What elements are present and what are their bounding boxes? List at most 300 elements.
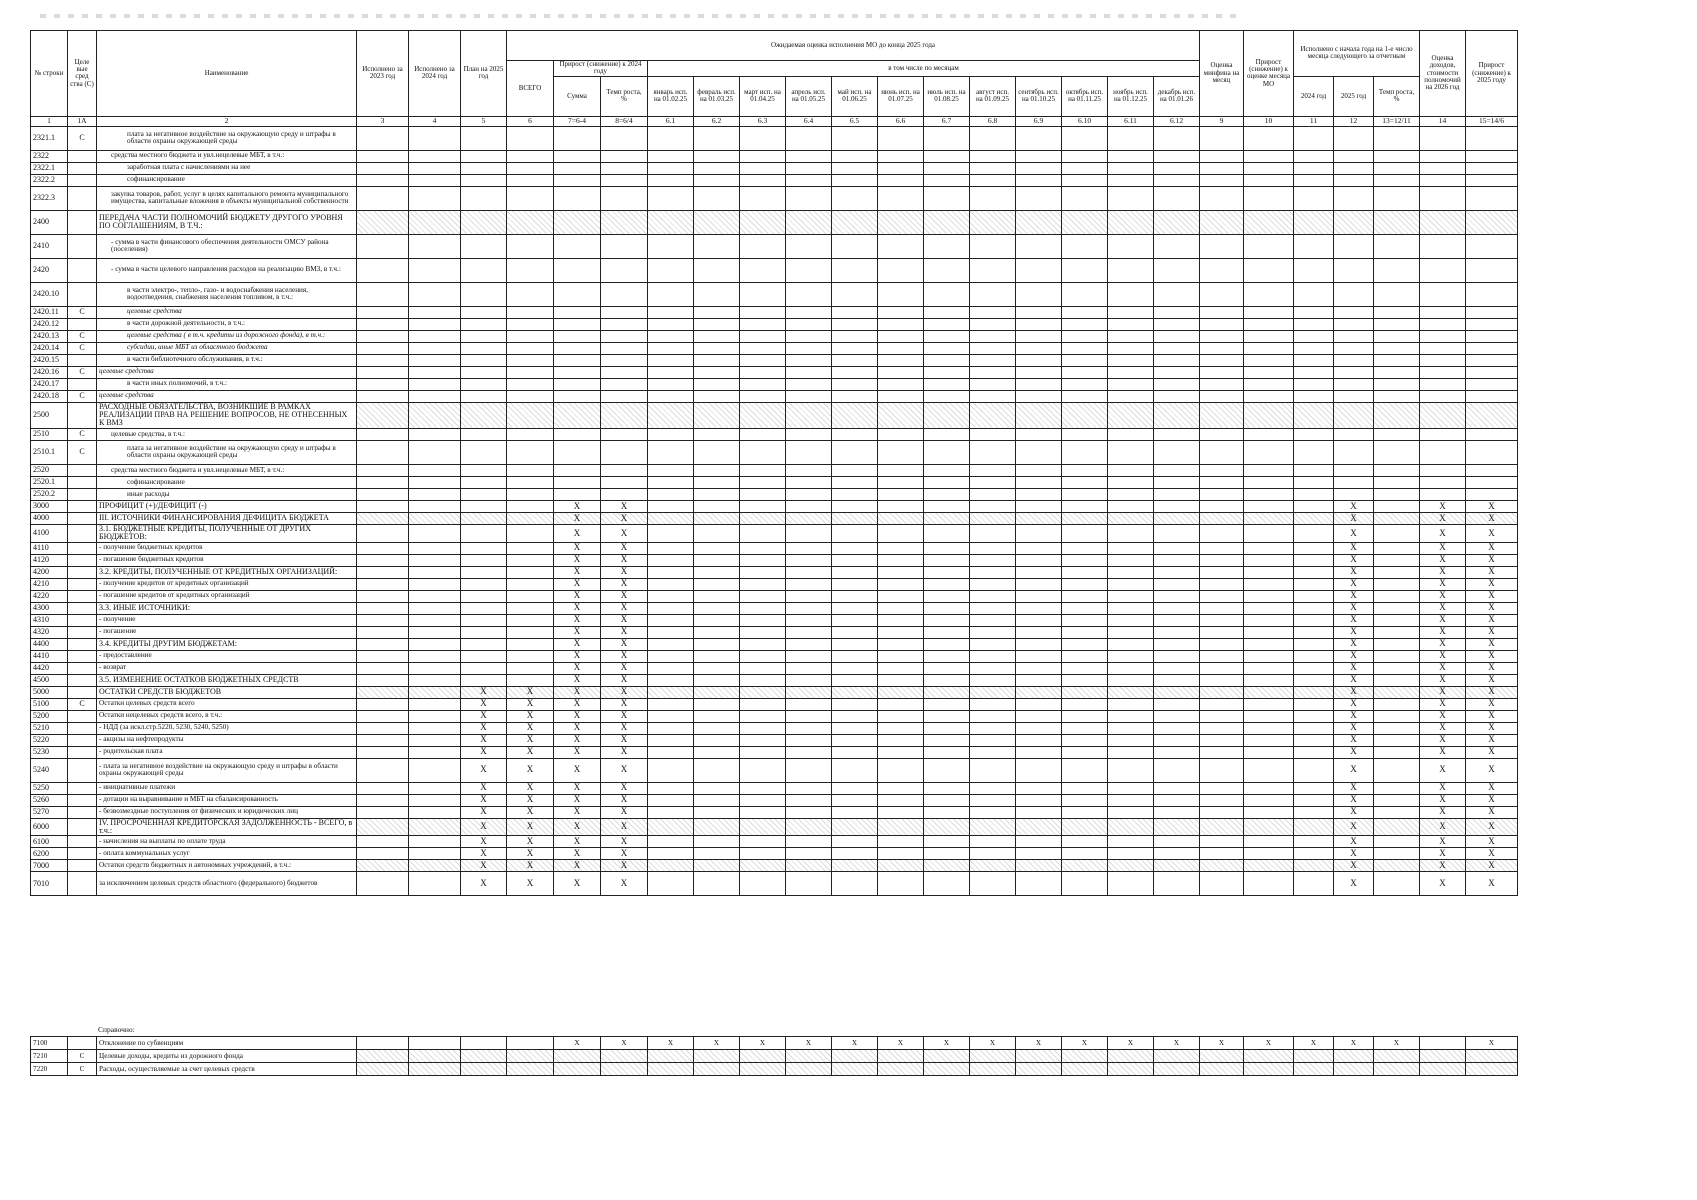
value-cell [461,674,507,686]
value-cell [507,614,554,626]
row-name: ПРОФИЦИТ (+)/ДЕФИЦИТ (-) [97,500,357,512]
value-cell [1294,734,1334,746]
value-cell [694,650,740,662]
value-cell: X [554,602,601,614]
hdr-month-9: сентябрь исп. на 01.10.25 [1016,76,1062,116]
value-cell [1244,794,1294,806]
value-cell [409,638,461,650]
value-cell [786,794,832,806]
column-numbering-row [31,116,1518,126]
hdr-growth-mo: Прирост (снижение) к оценке месяца МО [1244,31,1294,117]
value-cell [1016,186,1062,210]
target-flag [68,722,97,734]
value-cell [507,318,554,330]
hdr-row-no: № строки [31,31,68,117]
target-flag: С [68,366,97,378]
value-cell [970,650,1016,662]
value-cell [648,378,694,390]
value-cell [924,1063,970,1076]
value-cell [507,390,554,402]
value-cell [924,674,970,686]
value-cell [878,524,924,542]
value-cell: X [554,662,601,674]
value-cell [832,488,878,500]
target-flag: С [68,306,97,318]
value-cell [970,782,1016,794]
value-cell [1294,378,1334,390]
value-cell [924,698,970,710]
value-cell: X [1420,860,1466,872]
value-cell [970,1063,1016,1076]
value-cell [648,758,694,782]
value-cell [1420,354,1466,366]
value-cell [740,836,786,848]
value-cell [507,512,554,524]
value-cell [970,674,1016,686]
value-cell [924,186,970,210]
value-cell [648,162,694,174]
row-code: 4320 [31,626,68,638]
value-cell [1154,860,1200,872]
value-cell [1244,366,1294,378]
value-cell: X [507,794,554,806]
value-cell: X [554,1037,601,1050]
value-cell [1244,818,1294,836]
value-cell [832,746,878,758]
value-cell [1062,150,1108,162]
row-code: 2321.1 [31,126,68,150]
value-cell: X [1466,566,1518,578]
value-cell [601,150,648,162]
value-cell [1016,126,1062,150]
value-cell: X [1466,686,1518,698]
value-cell [1062,354,1108,366]
value-cell: X [554,614,601,626]
value-cell [1374,524,1420,542]
value-cell [554,186,601,210]
target-flag: С [68,330,97,342]
value-cell [1374,476,1420,488]
target-flag [68,554,97,566]
value-cell [1062,542,1108,554]
value-cell [409,818,461,836]
value-cell [740,638,786,650]
value-cell [554,390,601,402]
value-cell [1294,476,1334,488]
value-cell [1108,848,1154,860]
value-cell [878,722,924,734]
value-cell [832,476,878,488]
value-cell [1200,234,1244,258]
row-code: 5100 [31,698,68,710]
value-cell [694,306,740,318]
value-cell: X [1334,650,1374,662]
value-cell: X [1334,698,1374,710]
value-cell [878,674,924,686]
value-cell [1016,476,1062,488]
value-cell [648,614,694,626]
value-cell [786,710,832,722]
value-cell [1466,1063,1518,1076]
value-cell [832,818,878,836]
value-cell [1154,698,1200,710]
value-cell [1200,674,1244,686]
value-cell [740,590,786,602]
value-cell [1062,126,1108,150]
value-cell [1466,210,1518,234]
value-cell [740,330,786,342]
value-cell [1062,282,1108,306]
value-cell [1334,464,1374,476]
row-name: ОСТАТКИ СРЕДСТВ БЮДЖЕТОВ [97,686,357,698]
value-cell [1016,378,1062,390]
col-number: 13=12/11 [1374,116,1420,126]
value-cell [878,330,924,342]
value-cell [648,710,694,722]
value-cell: X [1466,602,1518,614]
row-code: 2420.17 [31,378,68,390]
reference-row [31,1037,1518,1050]
value-cell [1374,794,1420,806]
col-number: 10 [1244,116,1294,126]
value-cell [1062,710,1108,722]
table-row [31,848,1518,860]
value-cell [601,428,648,440]
value-cell [461,1037,507,1050]
value-cell [694,818,740,836]
value-cell [970,440,1016,464]
value-cell [832,330,878,342]
value-cell [357,698,409,710]
value-cell [924,794,970,806]
target-flag [68,758,97,782]
value-cell: X [1466,758,1518,782]
value-cell [357,860,409,872]
value-cell: X [1420,758,1466,782]
value-cell [648,806,694,818]
value-cell [1200,698,1244,710]
value-cell [694,162,740,174]
value-cell [786,1063,832,1076]
value-cell [507,542,554,554]
value-cell: X [601,710,648,722]
value-cell [740,1050,786,1063]
value-cell [1294,554,1334,566]
value-cell [1244,210,1294,234]
value-cell: X [1420,650,1466,662]
value-cell [970,366,1016,378]
value-cell [786,366,832,378]
value-cell [409,354,461,366]
value-cell [1062,734,1108,746]
value-cell: X [1466,500,1518,512]
value-cell [1244,186,1294,210]
value-cell [554,428,601,440]
value-cell [1294,150,1334,162]
row-code: 2520.2 [31,488,68,500]
value-cell [1374,848,1420,860]
value-cell [970,162,1016,174]
target-flag [68,402,97,428]
value-cell [924,440,970,464]
hdr-month-12: декабрь исп. на 01.01.26 [1154,76,1200,116]
value-cell: X [554,806,601,818]
value-cell [1108,258,1154,282]
value-cell: X [1334,722,1374,734]
row-code: 2420 [31,258,68,282]
value-cell: X [1334,686,1374,698]
value-cell: X [461,710,507,722]
value-cell [461,342,507,354]
value-cell [1244,378,1294,390]
value-cell [507,150,554,162]
value-cell [924,306,970,318]
value-cell [1466,342,1518,354]
value-cell [786,662,832,674]
value-cell [409,602,461,614]
value-cell [1294,686,1334,698]
value-cell [1294,614,1334,626]
value-cell [924,174,970,186]
value-cell [694,150,740,162]
value-cell [648,860,694,872]
value-cell [970,378,1016,390]
value-cell [1420,366,1466,378]
value-cell [461,476,507,488]
value-cell [1200,662,1244,674]
value-cell [648,1063,694,1076]
row-code: 5240 [31,758,68,782]
value-cell [1334,126,1374,150]
value-cell [1108,578,1154,590]
value-cell [1062,794,1108,806]
value-cell [461,602,507,614]
value-cell [1062,860,1108,872]
value-cell [1108,1050,1154,1063]
row-code: 2322.3 [31,186,68,210]
value-cell [924,614,970,626]
value-cell [1154,554,1200,566]
value-cell: X [601,566,648,578]
value-cell [694,354,740,366]
value-cell [461,614,507,626]
value-cell: X [1108,1037,1154,1050]
value-cell [1154,758,1200,782]
value-cell: X [924,1037,970,1050]
value-cell [507,402,554,428]
value-cell [1154,710,1200,722]
value-cell [970,626,1016,638]
value-cell [1016,306,1062,318]
value-cell [409,674,461,686]
value-cell [1466,1050,1518,1063]
value-cell [970,758,1016,782]
value-cell [1016,354,1062,366]
value-cell [1374,566,1420,578]
value-cell [554,258,601,282]
value-cell [357,794,409,806]
value-cell [878,662,924,674]
value-cell [1374,1063,1420,1076]
value-cell [554,464,601,476]
value-cell [832,366,878,378]
value-cell [1420,378,1466,390]
value-cell [1154,794,1200,806]
value-cell [357,614,409,626]
value-cell [970,524,1016,542]
value-cell [648,794,694,806]
value-cell [357,318,409,330]
value-cell [1244,428,1294,440]
value-cell [1334,234,1374,258]
value-cell [1294,578,1334,590]
value-cell [694,174,740,186]
value-cell: X [1420,614,1466,626]
value-cell [601,354,648,366]
value-cell [1016,342,1062,354]
value-cell [970,602,1016,614]
value-cell [1062,626,1108,638]
value-cell [461,554,507,566]
value-cell [1062,378,1108,390]
value-cell [970,1050,1016,1063]
value-cell: X [1466,860,1518,872]
value-cell [1420,258,1466,282]
value-cell: X [507,734,554,746]
row-name: РАСХОДНЫЕ ОБЯЗАТЕЛЬСТВА, ВОЗНИКШИЕ В РАМКАХ РЕАЛИЗАЦИИ ПРАВ НА РЕШЕНИЕ ВОПРОСОВ, НЕ ОТНЕСЕННЫХ К ВМЗ [97,402,357,428]
value-cell: X [1334,554,1374,566]
value-cell [1016,758,1062,782]
value-cell [1062,590,1108,602]
value-cell [1016,566,1062,578]
value-cell: X [601,806,648,818]
table-row [31,554,1518,566]
target-flag [68,150,97,162]
row-name: 3.1. БЮДЖЕТНЫЕ КРЕДИТЫ, ПОЛУЧЕННЫЕ ОТ ДРУГИХ БЮДЖЕТОВ: [97,524,357,542]
row-name: - получение [97,614,357,626]
value-cell [1200,578,1244,590]
value-cell [878,746,924,758]
value-cell [878,638,924,650]
value-cell [409,872,461,896]
value-cell [1200,758,1244,782]
value-cell [648,836,694,848]
value-cell [1374,330,1420,342]
value-cell: X [601,1037,648,1050]
value-cell [1062,390,1108,402]
value-cell [786,674,832,686]
table-row [31,126,1518,150]
value-cell [409,440,461,464]
value-cell [878,402,924,428]
value-cell [507,428,554,440]
table-row [31,860,1518,872]
value-cell: X [554,794,601,806]
value-cell [924,126,970,150]
row-name: в части иных полномочий, в т.ч.: [97,378,357,390]
value-cell [409,710,461,722]
row-name: 3.3. ИНЫЕ ИСТОЧНИКИ: [97,602,357,614]
row-name: целевые средства, в т.ч.: [97,428,357,440]
value-cell [740,258,786,282]
value-cell: X [1420,626,1466,638]
row-code: 5000 [31,686,68,698]
value-cell: X [1466,836,1518,848]
value-cell [1016,500,1062,512]
value-cell [1200,150,1244,162]
row-name: III. ИСТОЧНИКИ ФИНАНСИРОВАНИЯ ДЕФИЦИТА БЮДЖЕТА [97,512,357,524]
value-cell [786,342,832,354]
row-name: Отклонение по субвенциям [97,1037,357,1050]
table-row [31,186,1518,210]
value-cell [1334,150,1374,162]
row-code: 5260 [31,794,68,806]
value-cell [878,126,924,150]
table-row [31,782,1518,794]
value-cell [1244,710,1294,722]
value-cell [357,806,409,818]
value-cell [694,662,740,674]
value-cell [1062,366,1108,378]
value-cell [1294,818,1334,836]
value-cell [461,330,507,342]
value-cell [507,162,554,174]
value-cell: X [740,1037,786,1050]
value-cell [1108,524,1154,542]
value-cell: X [554,500,601,512]
value-cell [1200,626,1244,638]
row-name: за исключением целевых средств областного (федерального) бюджетов [97,872,357,896]
value-cell [1016,836,1062,848]
value-cell: X [1466,698,1518,710]
value-cell [1154,378,1200,390]
value-cell [924,366,970,378]
value-cell [1154,440,1200,464]
col-number: 4 [409,116,461,126]
hdr-plan2025: План на 2025 год [461,31,507,117]
hdr-growth2025: Прирост (снижение) к 2025 году [1466,31,1518,117]
value-cell: X [507,782,554,794]
value-cell [1200,306,1244,318]
value-cell [832,602,878,614]
target-flag [68,650,97,662]
value-cell [1294,746,1334,758]
value-cell [1294,174,1334,186]
value-cell [970,806,1016,818]
value-cell [786,686,832,698]
value-cell [357,1063,409,1076]
value-cell [1294,722,1334,734]
row-code: 7220 [31,1063,68,1076]
value-cell [694,512,740,524]
value-cell [924,464,970,476]
value-cell [1016,428,1062,440]
value-cell [1200,440,1244,464]
value-cell [1200,782,1244,794]
value-cell [786,464,832,476]
value-cell: X [554,818,601,836]
value-cell [694,590,740,602]
value-cell [409,366,461,378]
value-cell [601,234,648,258]
value-cell [1154,282,1200,306]
target-flag [68,512,97,524]
value-cell [357,848,409,860]
value-cell [924,210,970,234]
value-cell [694,836,740,848]
value-cell [924,282,970,306]
target-flag [68,542,97,554]
